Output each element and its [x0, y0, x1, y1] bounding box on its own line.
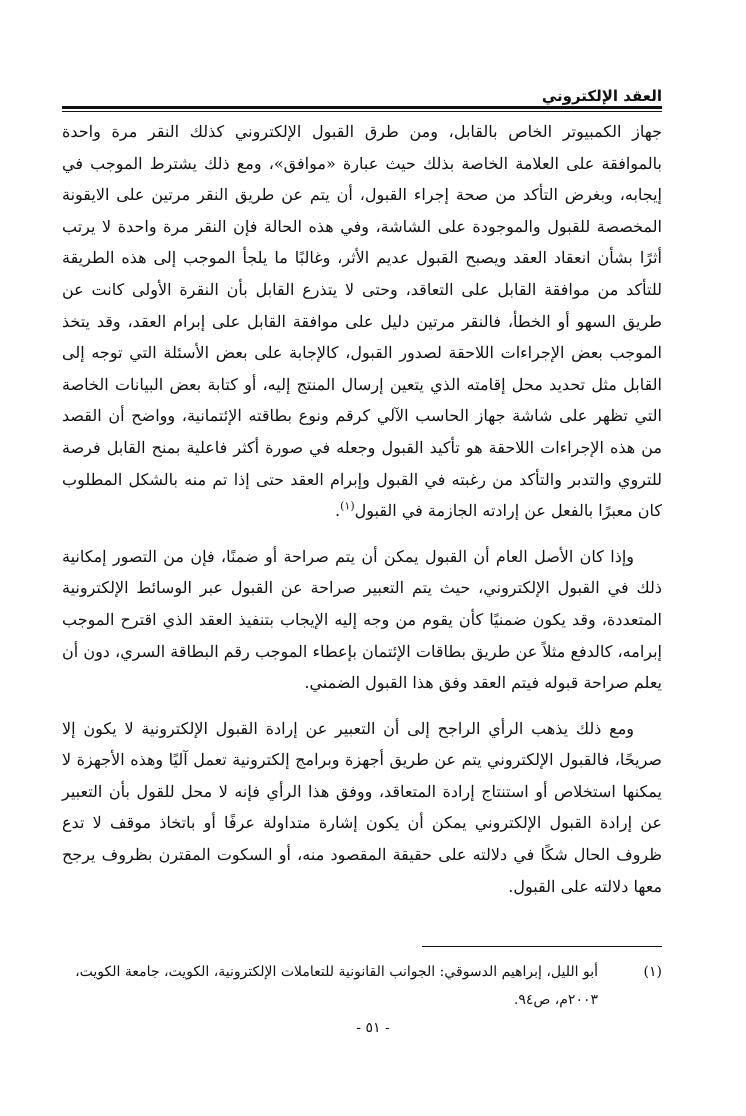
- footnote-number: (١): [643, 964, 662, 980]
- header-rule-thick: [62, 106, 662, 109]
- paragraph-3: ومع ذلك يذهب الرأي الراجح إلى أن التعبير عن إرادة القبول الإلكترونية لا يكون إلا صريحًا، فالقبول الإلكتروني يتم عن طريق أجهزة وبرامج إلكترونية تعمل آليًا وهذه الأجهزة لا يمكنها استخلاص أو استنتاج إرادة المتعاقد، ووفق هذا الرأي فإنه لا محل للقول بأن التعبير عن إرادة القبول الإلكتروني يمكن أن يكون إشارة متداولة عرفًا أو باتخاذ موقف لا تدع ظروف الحال شكًا في دلالته على حقيقة المقصود منه، أو السكوت المقترن بظروف يرجح معها دلالته على القبول.: [62, 718, 662, 896]
- paragraph-1-text: جهاز الكمبيوتر الخاص بالقابل، ومن طرق القبول الإلكتروني كذلك النقر مرة واحدة بالموافقة على العلامة الخاصة بذلك حيث عبارة «موافق»، ومع ذلك يشترط الموجب في إيجابه، وبغرض التأكد من صحة إجراء القبول، أن يتم عن طريق النقر مرتين على الايقونة المخصصة للقبول والموجودة على الشاشة، وفي هذه الحالة فإن النقر مرة واحدة لا يرتب أثرًا بشأن انعقاد العقد ويصبح القبول عديم الأثر، وغالبًا ما يلجأ الموجب إلى هذه الطريقة للتأكد من موافقة القابل على التعاقد، وحتى لا يتذرع القابل بأن النقرة الأولى كانت عن طريق السهو أو الخطأ، فالنقر مرتين دليل على موافقة القابل على إبرام العقد، وقد يتخذ الموجب بعض الإجراءات اللاحقة لصدور القبول، كالإجابة على بعض الأسئلة التي توجه إلى القابل مثل تحديد محل إقامته الذي يتعين إرسال المنتج إليه، أو كتابة بعض البيانات الخاصة التي تظهر على شاشة جهاز الحاسب الآلي كرقم ونوع بطاقته الإئتمانية، وواضح أن القصد من هذه الإجراءات اللاحقة هو تأكيد القبول وجعله في صورة أكثر فاعلية بمنح القابل فرصة للتروي والتدبر والتأكد من رغبته في القبول وإبرام العقد حتى إذا تم منه بالشكل المطلوب كان معبرًا بالفعل عن إرادته الجازمة في القبول: [62, 122, 663, 521]
- footnote-separator: [422, 946, 662, 947]
- footnote: [62, 958, 662, 1014]
- body-text: [62, 116, 662, 902]
- paragraph-2: وإذا كان الأصل العام أن القبول يمكن أن يتم صراحة أو ضمنًا، فإن من التصور إمكانية ذلك في القبول الإلكتروني، حيث يتم التعبير صراحة عن القبول عبر الوسائط الإلكترونية المتعددة، وقد يكون ضمنيًا كأن يقوم من وجه إليه الإيجاب بتنفيذ العقد الذي اقترح الموجب إبرامه، كالدفع مثلاً عن طريق بطاقات الإئتمان بإعطاء الموجب رقم البطاقة السري، دون أن يعلم صراحة قبوله فيتم العقد وفق هذا القبول الضمني.: [62, 546, 662, 693]
- page-number: - ٥١ -: [356, 1020, 390, 1036]
- header-rule-thin: [62, 111, 662, 112]
- running-header: العقد الإلكتروني: [541, 87, 662, 105]
- footnote-reference: (١): [340, 499, 355, 513]
- paragraph-1: [62, 116, 662, 527]
- footnote-text: أبو الليل، إبراهيم الدسوقي: الجوانب القانونية للتعاملات الإلكترونية، الكويت، جامعة الكويت، ٢٠٠٣م، ص٩٤.: [75, 964, 598, 1008]
- paragraph-1-end: .: [335, 501, 341, 521]
